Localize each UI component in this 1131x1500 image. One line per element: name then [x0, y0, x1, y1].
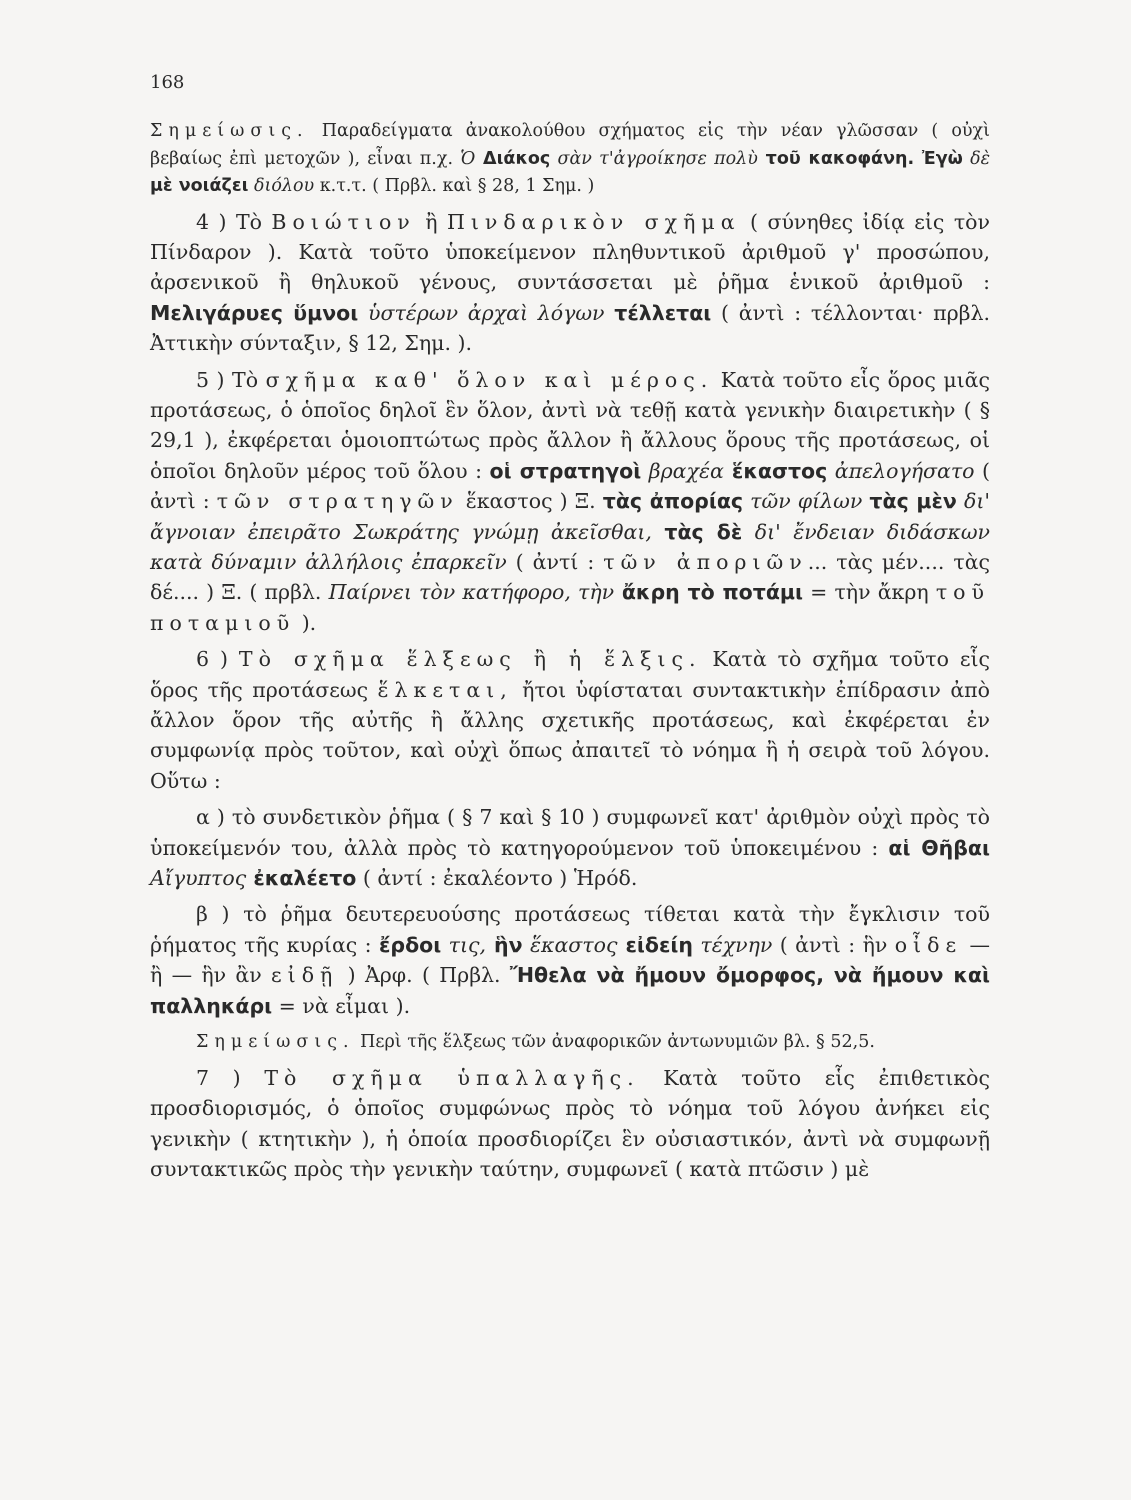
text-run: α ) τὸ συνδετικὸν ῥῆμα ( § 7 καὶ § 10 ) συμφωνεῖ κατ' ἀριθμὸν οὐχὶ πρὸς τὸ ὑποκείμενόν του, ἀλλὰ πρὸς τὸ κατηγορούμενον τοῦ ὑποκειμένου : [150, 805, 990, 860]
text-run: ) Ἀρφ. ( Πρβλ. [338, 963, 510, 988]
text-run: ( ἀντί : [506, 549, 604, 574]
paragraph [150, 644, 990, 796]
text-run: τέλλεται [614, 300, 712, 325]
text-run: τὰς μὲν [869, 489, 957, 514]
text-run: — ἢ — ἣν ἂν [150, 932, 990, 988]
text-run: δὲ [962, 148, 991, 169]
text-run: ἢ [415, 209, 447, 234]
text-run: Σημείωσις. [196, 1032, 355, 1053]
text-run: Κατὰ τὸ σχῆμα τοῦτο εἷς ὅρος τῆς προτάσεως [150, 647, 990, 702]
text-run: τῶν ἀποριῶν [603, 549, 808, 574]
paragraph [150, 1063, 990, 1185]
text-run: ἀπελογήσατο [827, 458, 975, 483]
text-run: Ὁ [460, 148, 476, 169]
text-run: τοῦ ποταμιοῦ [150, 580, 990, 635]
text-run: Σημείωσις. [150, 121, 309, 141]
text-run: Παραδείγματα ἀνακολούθου σχήματος εἰς τὴν νέαν γλῶσσαν ( οὐχὶ βεβαίως ἐπὶ μετοχῶν ), εἶναι π.χ. [150, 121, 990, 169]
paragraph [150, 899, 990, 1021]
text-run: ἐκαλέετο [246, 866, 357, 891]
text-run: 6 ) [196, 647, 239, 672]
text-run: ἄκρη τὸ ποτάμι [614, 580, 803, 605]
text-run: Πινδαρικὸν σχῆμα [446, 209, 741, 234]
text-run: ἤτοι ὑφίσταται συντακτικὴν ἐπίδρασιν ἀπὸ ἄλλον ὅρον τῆς αὐτῆς ἢ ἄλλης σχετικῆς προτάσεως, καὶ ἐκφέρεται ἐν συμφωνίᾳ πρὸς τοῦτον, καὶ οὐχὶ ὅπως ἀπαιτεῖ τὸ νόημα ἢ ἡ σειρὰ τοῦ λόγου. Οὕτω : [150, 677, 990, 793]
text-run: σχῆμα καθ' ὅλον καὶ μέρος. [265, 367, 714, 392]
text-run: 7 ) [196, 1066, 265, 1091]
page-body [150, 118, 990, 1191]
text-run: ἕκαστος [723, 458, 828, 483]
text-run: τὰς δὲ [664, 519, 743, 544]
paragraph [150, 207, 990, 359]
text-run: = νὰ εἶμαι ). [272, 993, 411, 1018]
text-run: Αἴγυπτος [150, 866, 247, 891]
text-run: σὰν τ'ἀγροίκησε πολὺ [550, 148, 758, 169]
text-run: διόλου [248, 176, 315, 196]
text-run: ( σύνηθες ἰδίᾳ εἰς τὸν Πίνδαρον ). Κατὰ τοῦτο ὑποκείμενον πληθυντικοῦ ἀριθμοῦ γ' προσώπου, ἀρσενικοῦ ἢ θηλυκοῦ γένους, συντάσσεται μὲ ῥῆμα ἑνικοῦ ἀριθμοῦ : [150, 209, 990, 295]
paragraph [150, 802, 990, 893]
text-run: Μελιγάρυες ὕμνοι [150, 300, 359, 325]
text-run: = τὴν ἄκρη [803, 580, 936, 605]
text-run: βραχέα [641, 458, 724, 483]
text-run: οἶδε [894, 932, 963, 957]
text-run: μὲ νοιάζει [150, 176, 249, 196]
text-run: ( ἀντὶ : τέλλονται· πρβλ. Ἀττικὴν σύνταξιν, § 12, Σημ. ). [150, 300, 991, 356]
text-run: Παίρνει τὸν κατήφορο, τὴν [328, 580, 615, 605]
text-run: Τὸ σχῆμα ἕλξεως ἢ ἡ ἕλξις. [238, 647, 702, 672]
text-run: κ.τ.τ. ( Πρβλ. καὶ § 28, 1 Σημ. ) [314, 176, 595, 196]
text-run: τέχνην [692, 932, 773, 957]
text-run: Βοιώτιον [271, 209, 416, 234]
text-run: ( ἀντὶ : [150, 458, 991, 514]
text-run: τῶν στρατηγῶν [216, 489, 459, 514]
text-run: Διάκος [475, 148, 551, 169]
text-run: τῶν φίλων [743, 489, 870, 514]
text-run: οἱ στρατηγοὶ [489, 458, 642, 483]
text-run: ... τὰς μέν.... τὰς δέ.... ) Ξ. ( πρβλ. [150, 549, 991, 605]
text-run: ἕκαστος [522, 932, 618, 957]
text-run: Κατὰ τοῦτο εἷς ὅρος μιᾶς προτάσεως, ὁ ὁποῖος δηλοῖ ἓν ὅλον, ἀντὶ νὰ τεθῇ κατὰ γενικὴν διαιρετικὴν ( § 29,1 ), ἐκφέρεται ὁμοιοπτώτως πρὸς ἄλλον ἢ ἄλλους ὅρους τῆς προτάσεως, οἱ ὁποῖοι δηλοῦν μέρος τοῦ ὅλου : [150, 367, 991, 483]
page-number: 168 [150, 72, 185, 93]
text-run: τις, [441, 932, 487, 957]
text-run: ἣν [486, 932, 523, 957]
text-run: εἰδῇ [271, 963, 339, 988]
text-run: εἰδείη [617, 932, 693, 957]
text-run: 5 ) Τὸ [196, 367, 266, 392]
text-run: τὰς ἀπορίας [602, 489, 744, 514]
paragraph [150, 365, 990, 639]
text-run: ( ἀντὶ : ἣν [772, 932, 895, 957]
text-run: ὑστέρων ἀρχαὶ λόγων [358, 300, 615, 325]
paragraph [150, 1027, 990, 1057]
text-run: ). [295, 610, 317, 635]
text-run: Τὸ σχῆμα ὑπαλλαγῆς. [264, 1066, 640, 1091]
text-run: ( ἀντί : ἐκαλέοντο ) Ἡρόδ. [356, 866, 638, 891]
text-run: Κατὰ τοῦτο εἷς ἐπιθετικὸς προσδιορισμός, ὁ ὁποῖος συμφώνως πρὸς τὸ νόημα τοῦ λόγου ἀνήκει εἰς γενικὴν ( κτητικὴν ), ἡ ὁποία προσδιορίζει ἓν οὐσιαστικόν, ἀντὶ νὰ συμφωνῇ συντακτικῶς πρὸς τὴν γενικὴν ταύτην, συμφωνεῖ ( κατὰ πτῶσιν ) μὲ [150, 1066, 990, 1182]
text-run: Περὶ τῆς ἕλξεως τῶν ἀναφορικῶν ἀντωνυμιῶν βλ. § 52,5. [354, 1032, 875, 1053]
text-run: αἱ Θῆβαι [888, 835, 990, 860]
text-run: δι' ἔνδειαν διδάσκων κατὰ δύναμιν ἀλλήλοις ἐπαρκεῖν [150, 519, 990, 574]
text-run: 4 ) Τὸ [196, 209, 272, 234]
text-run: Ἤθελα νὰ ἤμουν ὄμορφος, νὰ ἤμουν καὶ παλληκάρι [150, 963, 990, 1018]
text-run: β ) τὸ ῥῆμα δευτερευούσης προτάσεως τίθεται κατὰ τὴν ἔγκλισιν τοῦ ῥήματος τῆς κυρίας : [150, 902, 990, 957]
text-run: δι' ἄγνοιαν ἐπειρᾶτο Σωκράτης γνώμῃ ἀκεῖσθαι, [150, 489, 990, 544]
text-run: ἕλκεται, [377, 677, 513, 702]
text-run: ἔρδοι [378, 932, 442, 957]
paragraph [150, 118, 990, 201]
text-run: ἕκαστος ) Ξ. [458, 489, 603, 514]
text-run: τοῦ κακοφάνη. Ἐγὼ [757, 148, 963, 169]
